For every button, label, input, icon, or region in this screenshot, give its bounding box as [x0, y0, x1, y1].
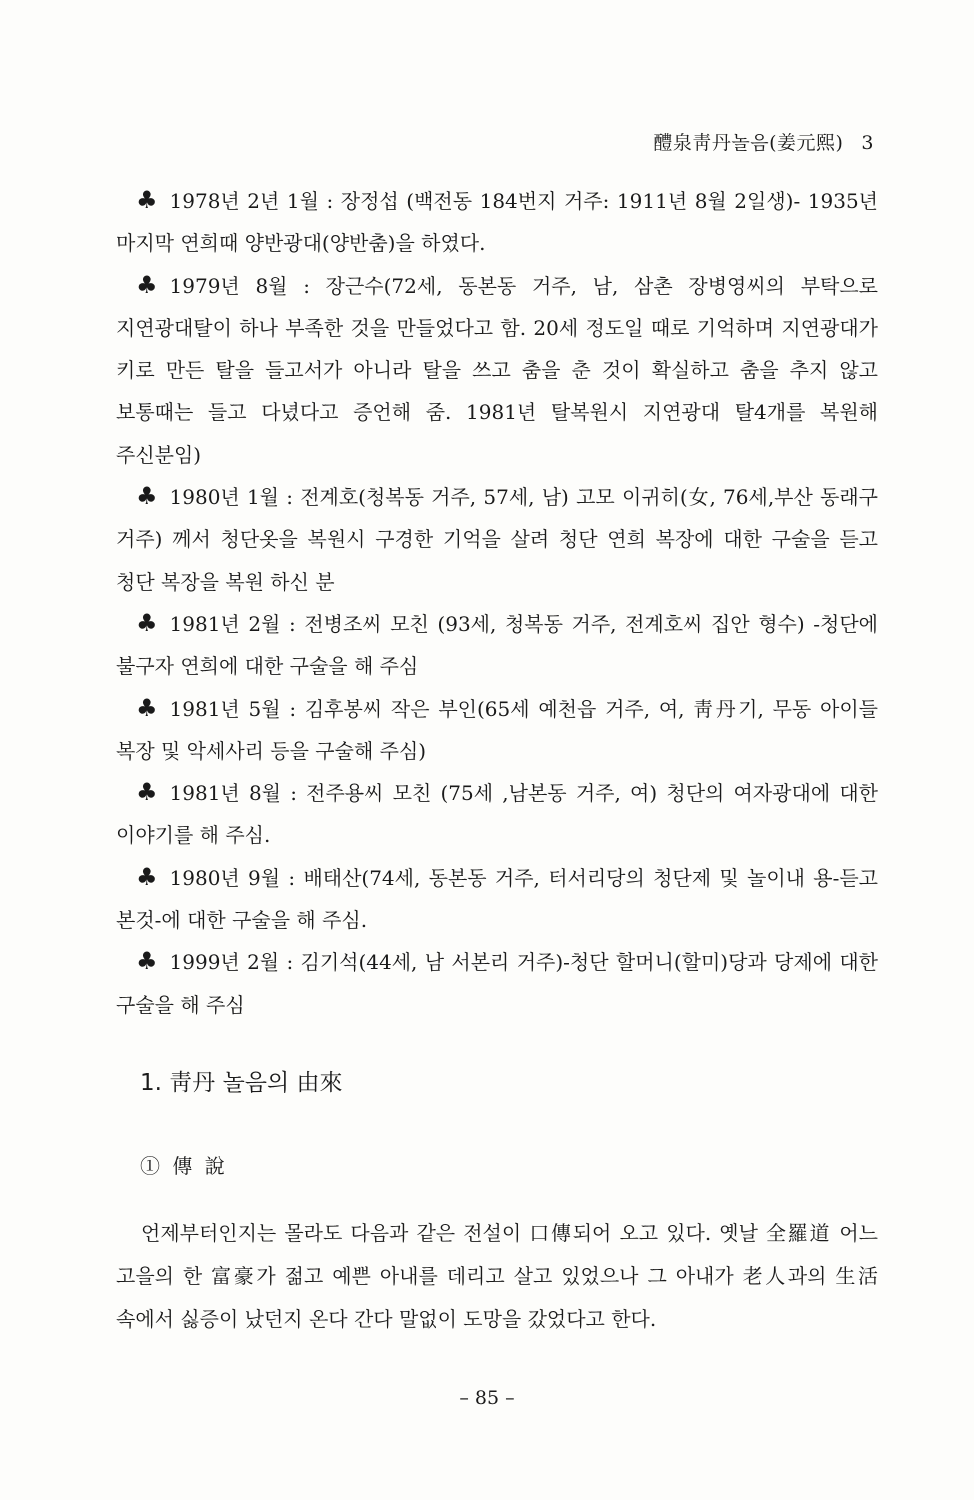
club-bullet-icon: ♣: [136, 482, 158, 511]
informant-entry-text: 1978년 2년 1월 : 장정섭 (백전동 184번지 거주: 1911년 8월 2일생)- 1935년 마지막 연희때 양반광대(양반춤)을 하였다.: [116, 189, 878, 256]
informant-entry-text: 1980년 9월 : 배태산(74세, 동본동 거주, 터서리당의 청단제 및 놀이내 용-듣고 본것-에 대한 구술을 해 주심.: [116, 865, 878, 933]
informant-entry: [116, 772, 878, 857]
informant-entry-text: 1980년 1월 : 전계호(청복동 거주, 57세, 남) 고모 이귀히(女, 76세,부산 동래구 거주) 께서 청단옷을 복원시 구경한 기억을 살려 청단 연희 복장에 대한 구술을 듣고 청단 복장을 복원 하신 분: [116, 485, 878, 594]
club-bullet-icon: ♣: [136, 608, 158, 637]
section-heading: 1. 靑丹 놀음의 由來: [140, 1070, 343, 1096]
informant-entry: [116, 603, 878, 688]
page-number: 3: [861, 132, 874, 154]
informant-entry-text: 1981년 8월 : 전주용씨 모친 (75세 ,남본동 거주, 여) 청단의 여자광대에 대한 이야기를 해 주심.: [116, 781, 878, 848]
informant-entry-text: 1981년 2월 : 전병조씨 모친 (93세, 청복동 거주, 전계호씨 집안 형수) -청단에 불구자 연희에 대한 구술을 해 주심: [116, 611, 878, 679]
informant-entry-text: 1999년 2월 : 김기석(44세, 남 서본리 거주)-청단 할머니(할미)당과 당제에 대한 구술을 해 주심: [116, 950, 878, 1017]
folio-page-number: – 85 –: [459, 1387, 515, 1409]
body-paragraph: 언제부터인지는 몰라도 다음과 같은 전설이 口傳되어 오고 있다. 옛날 全羅道 어느 고을의 한 富豪가 젊고 예쁜 아내를 데리고 살고 있었으나 그 아내가 老人과의 生活 속에서 싫증이 났던지 온다 간다 말없이 도망을 갔었다고 한다.: [116, 1221, 878, 1331]
informant-list: [116, 180, 878, 1026]
subsection-heading: ① 傳 說: [140, 1154, 228, 1178]
informant-entry: [116, 476, 878, 603]
club-bullet-icon: ♣: [136, 947, 158, 976]
club-bullet-icon: ♣: [136, 862, 158, 891]
club-bullet-icon: ♣: [136, 186, 158, 214]
informant-entry: [116, 265, 878, 476]
running-header: [653, 128, 874, 155]
club-bullet-icon: ♣: [136, 778, 158, 807]
informant-entry-text: 1981년 5월 : 김후봉씨 작은 부인(65세 예천읍 거주, 여, 靑丹기, 무동 아이들 복장 및 악세사리 등을 구술해 주심): [116, 696, 878, 763]
informant-entry-text: 1979년 8월 : 장근수(72세, 동본동 거주, 남, 삼촌 장병영씨의 부탁으로 지연광대탈이 하나 부족한 것을 만들었다고 함. 20세 정도일 때로 기억하며 지연광대가 키로 만든 탈을 들고서가 아니라 탈을 쓰고 춤을 춘 것이 확실하고 춤을 추지 않고 보통때는 들고 다녔다고 증언해 줌. 1981년 탈복원시 지연광대 탈4개를 복원해 주신분임): [116, 273, 878, 467]
running-title: 醴泉靑丹놀음(姜元熙): [653, 132, 844, 154]
informant-entry: [116, 180, 878, 265]
club-bullet-icon: ♣: [136, 693, 158, 722]
informant-entry: [116, 857, 878, 942]
informant-entry: [116, 941, 878, 1026]
club-bullet-icon: ♣: [136, 270, 158, 299]
informant-entry: [116, 688, 878, 773]
